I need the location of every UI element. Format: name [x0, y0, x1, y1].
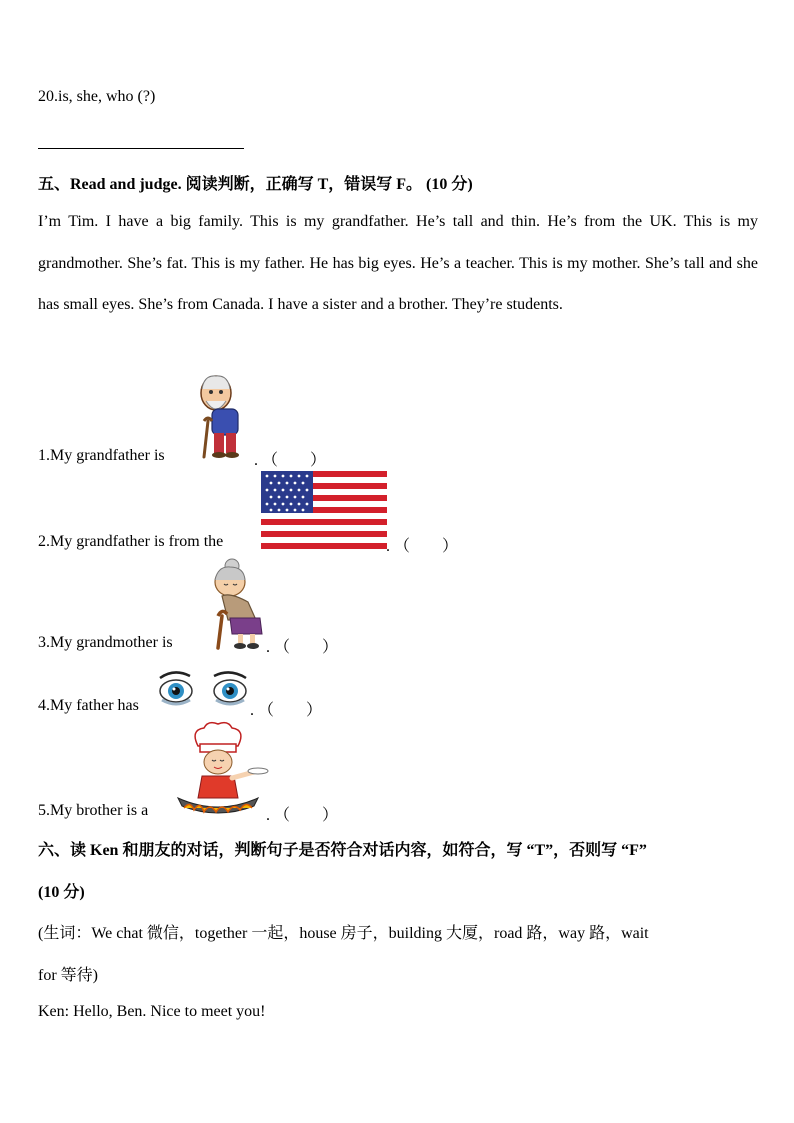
section5-heading: 五、Read and judge. 阅读判断，正确写 T，错误写 F。 (10 分) — [38, 176, 473, 193]
vocab-list-cont: for 等待) — [38, 967, 98, 984]
section6-heading: 六、读 Ken 和朋友的对话，判断句子是否符合对话内容，如符合，写 “T”，否则写 “F” — [38, 842, 647, 859]
answer-blank-line — [38, 148, 244, 149]
item-3-text: 3.My grandmother is — [38, 634, 173, 651]
item-4-text: 4.My father has — [38, 697, 139, 714]
item-3-answer-paren: . （ ） — [266, 639, 339, 656]
item-5-answer-paren: . （ ） — [266, 807, 339, 824]
question-20: 20.is, she, who (?) — [38, 88, 156, 105]
item-2-answer-paren: . （ ） — [386, 538, 459, 555]
section6-score: (10 分) — [38, 884, 85, 901]
usa-flag-icon — [261, 471, 387, 549]
item-1-text: 1.My grandfather is — [38, 447, 165, 464]
eyes-icon — [158, 668, 248, 710]
old-man-with-cane-icon — [192, 373, 250, 459]
dialog-line-1: Ken: Hello, Ben. Nice to meet you! — [38, 1003, 266, 1020]
section5-passage: I’m Tim. I have a big family. This is my grandfather. He’s tall and thin. He’s from the UK. This is my grandmother. She’s fat. This is my father. He has big eyes. He’s a teacher. This is my mother. She’s tall and she has small eyes. She’s from Canada. I have a sister and a brother. They’re students. — [38, 213, 758, 314]
item-2-text: 2.My grandfather is from the — [38, 533, 224, 550]
vocab-list: (生词：We chat 微信，together 一起，house 房子，building 大厦，road 路，way 路，wait — [38, 925, 649, 942]
item-5-text: 5.My brother is a — [38, 802, 149, 819]
old-woman-with-cane-icon — [200, 558, 266, 650]
item-4-answer-paren: . （ ） — [250, 702, 323, 719]
item-1-answer-paren: . （ ） — [254, 452, 327, 469]
chef-icon — [170, 720, 270, 820]
